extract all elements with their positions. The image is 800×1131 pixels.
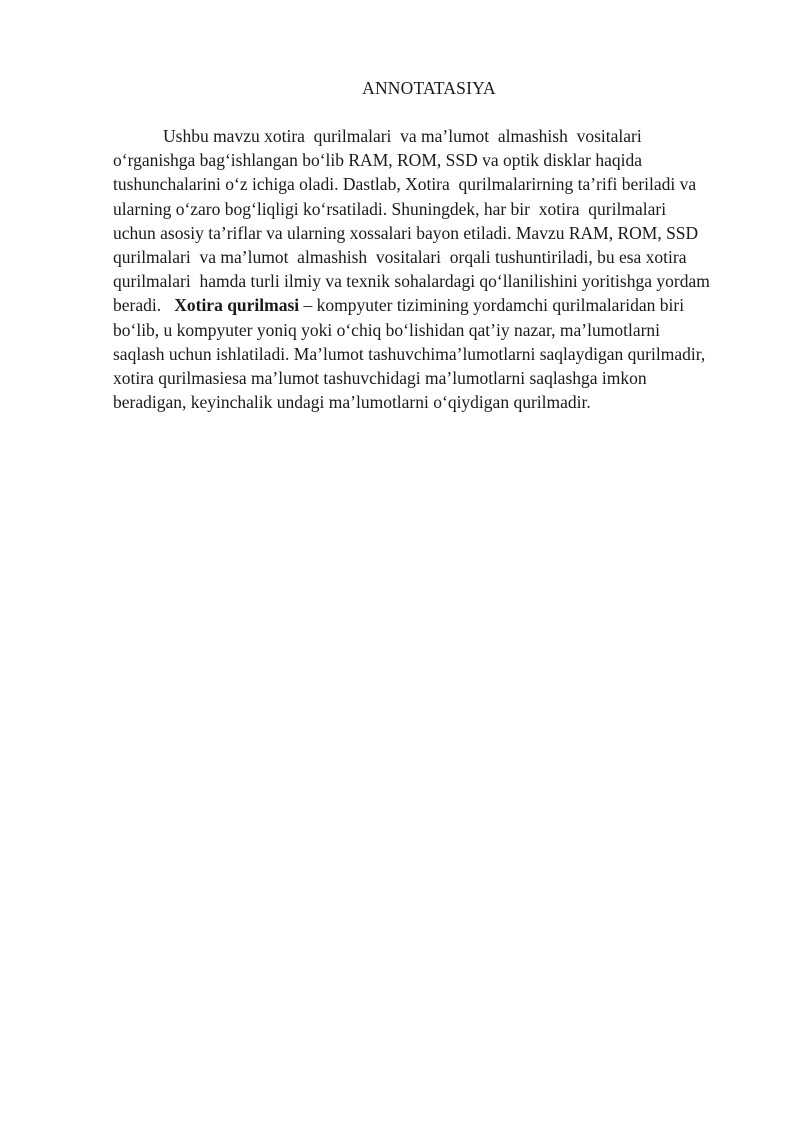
line-suffix: – kompyuter tizimining yordamchi qurilmalaridan biri: [299, 295, 685, 316]
page-title: ANNOTATASIYA: [362, 78, 496, 98]
line-prefix: beradi.: [113, 295, 175, 316]
annotation-paragraph: [113, 124, 753, 414]
paragraph-line: saqlash uchun ishlatiladi. Ma’lumot tashuvchima’lumotlarni saqlaydigan qurilmadir,: [113, 343, 706, 364]
paragraph-line: qurilmalari hamda turli ilmiy va texnik sohalardagi qo‘llanilishini yoritishga yordam: [113, 271, 710, 292]
paragraph-line: bo‘lib, u kompyuter yoniq yoki o‘chiq bo‘lishidan qat’iy nazar, ma’lumotlarni: [113, 319, 661, 340]
paragraph-line: uchun asosiy ta’riflar va ularning xossalari bayon etiladi. Mavzu RAM, ROM, SSD: [113, 222, 699, 243]
paragraph-line: beradigan, keyinchalik undagi ma’lumotlarni o‘qiydigan qurilmadir.: [113, 392, 591, 413]
paragraph-line: ularning o‘zaro bog‘liqligi ko‘rsatiladi. Shuningdek, har bir xotira qurilmalari: [113, 198, 667, 219]
paragraph-line: tushunchalarini o‘z ichiga oladi. Dastlab, Xotira qurilmalarirning ta’rifi beriladi va: [113, 174, 697, 195]
paragraph-line: xotira qurilmasiesa ma’lumot tashuvchidagi ma’lumotlarni saqlashga imkon: [113, 367, 647, 388]
bold-term: Xotira qurilmasi: [174, 295, 300, 316]
paragraph-line: [113, 293, 753, 317]
paragraph-line: qurilmalari va ma’lumot almashish vositalari orqali tushuntiriladi, bu esa xotira: [113, 246, 687, 267]
paragraph-line: o‘rganishga bag‘ishlangan bo‘lib RAM, ROM, SSD va optik disklar haqida: [113, 150, 642, 171]
paragraph-line: Ushbu mavzu xotira qurilmalari va ma’lumot almashish vositalari: [163, 126, 642, 146]
